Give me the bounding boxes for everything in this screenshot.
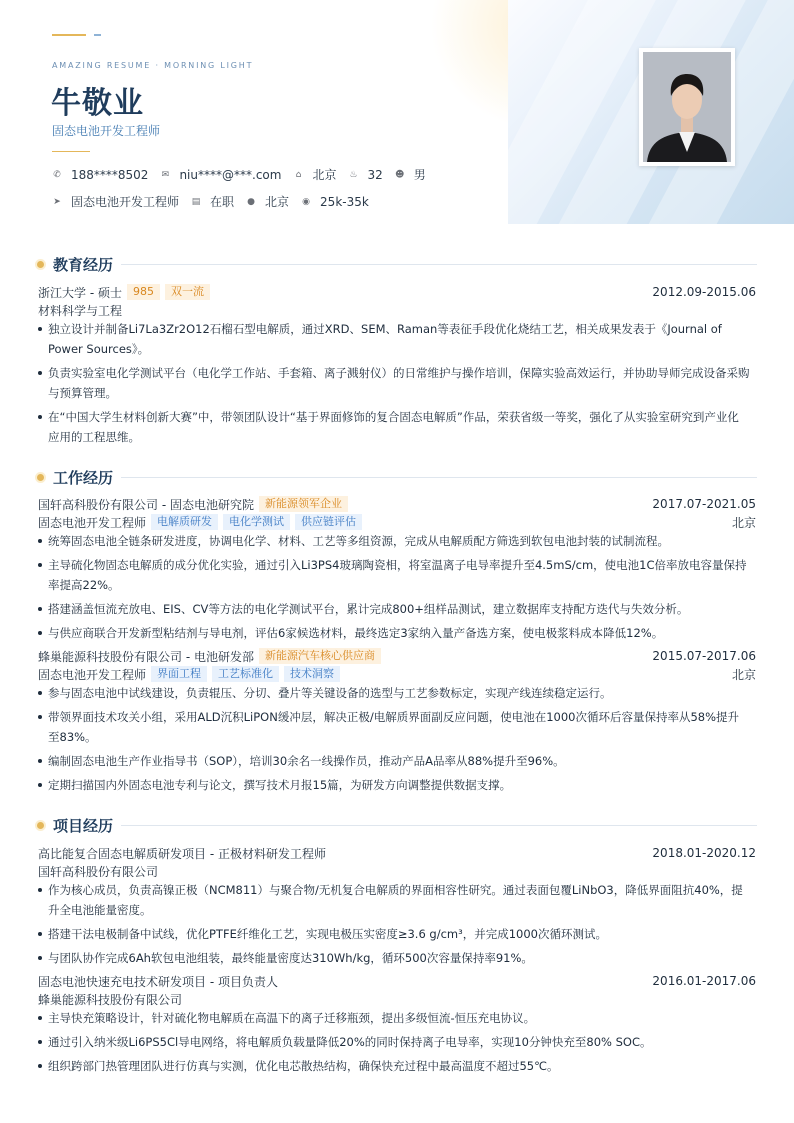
project-bullet: 通过引入纳米级Li6PS5Cl导电网络，将电解质负载量降低20%的同时保持离子电导率，实现10分钟快充至80% SOC。 (38, 1032, 750, 1052)
status-item: ▤ 在职 (191, 195, 235, 209)
job-bullet: 搭建涵盖恒流充放电、EIS、CV等方法的电化学测试平台，累计完成800+组样品测试，建立数据库支持配方迭代与失效分析。 (38, 599, 750, 619)
candidate-name: 牛敬业 (51, 86, 144, 121)
project-header (38, 844, 756, 862)
company-tag: 新能源领军企业 (259, 496, 348, 512)
education-tag: 985 (127, 284, 160, 300)
section-dot-icon (37, 822, 44, 829)
education-date: 2012.09-2015.06 (652, 285, 756, 299)
contact-row (52, 166, 438, 183)
skill-tag: 供应链评估 (295, 514, 362, 530)
job-header (38, 647, 756, 665)
profile-photo-frame (639, 48, 735, 166)
target-city-item: ● 北京 (247, 195, 290, 209)
email-item: ✉ niu****@***.com (161, 167, 282, 182)
job-header (38, 495, 756, 513)
job-bullet: 编制固态电池生产作业指导书（SOP），培训30余名一线操作员，推动产品A品率从88%提升至96%。 (38, 751, 750, 771)
job-date: 2017.07-2021.05 (652, 497, 756, 511)
project-name: 固态电池快速充电技术研发项目 - 项目负责人 (38, 974, 278, 989)
salary-item: ◉ 25k-35k (302, 194, 369, 209)
divider (52, 151, 90, 152)
section-rule (121, 264, 757, 265)
job-role: 固态电池开发工程师 (38, 667, 147, 682)
major: 材料科学与工程 (38, 303, 123, 318)
send-icon: ➤ (53, 196, 61, 207)
phone-icon: ✆ (53, 169, 61, 180)
gender-item: ☻ 男 (395, 168, 426, 182)
project-bullet: 与团队协作完成6Ah软包电池组装，最终能量密度达310Wh/kg，循环500次容量保持率91%。 (38, 948, 750, 968)
work-section-header (37, 467, 757, 488)
gender-icon: ☻ (395, 169, 405, 180)
company-name: 国轩高科股份有限公司 - 固态电池研究院 (38, 497, 254, 512)
section-dot-icon (37, 261, 44, 268)
job-bullet: 主导硫化物固态电解质的成分优化实验，通过引入Li3PS4玻璃陶瓷相，将室温离子电导率提升至4.5mS/cm，使电池1C倍率放电容量保持率提高22%。 (38, 555, 750, 595)
skill-tag: 界面工程 (151, 666, 207, 682)
skill-tag: 工艺标准化 (212, 666, 279, 682)
cake-icon: ♨ (349, 169, 358, 180)
job-city: 北京 (731, 515, 756, 530)
money-icon: ◉ (302, 196, 310, 207)
job-role: 固态电池开发工程师 (38, 515, 147, 530)
education-bullet: 负责实验室电化学测试平台（电化学工作站、手套箱、离子溅射仪）的日常维护与操作培训，保障实验高效运行，并协助导师完成设备采购与预算管理。 (38, 363, 750, 403)
location-icon: ● (247, 196, 255, 207)
major-row (38, 301, 756, 319)
target-job-item: ➤ 固态电池开发工程师 (53, 195, 180, 209)
section-dot-icon (37, 474, 44, 481)
project-bullet: 主导快充策略设计，针对硫化物电解质在高温下的离子迁移瓶颈，提出多级恒流-恒压充电协议。 (38, 1008, 750, 1028)
education-section-header (37, 254, 757, 275)
project-section-header (37, 815, 757, 836)
home-icon: ⌂ (295, 169, 302, 180)
phone-item: ✆ 188****8502 (53, 167, 149, 182)
section-title: 项目经历 (53, 817, 114, 835)
education-bullet: 在“中国大学生材料创新大赛”中，带领团队设计“基于界面修饰的复合固态电解质”作品，荣获省级一等奖，强化了从实验室研究到产业化应用的工程思维。 (38, 407, 750, 447)
job-bullet: 带领界面技术攻关小组，采用ALD沉积LiPON缓冲层，解决正极/电解质界面副反应问题，使电池在1000次循环后容量保持率从58%提升至83%。 (38, 707, 750, 747)
profile-photo (643, 52, 731, 162)
intent-row (52, 193, 381, 210)
company-name: 蜂巢能源科技股份有限公司 - 电池研发部 (38, 649, 254, 664)
briefcase-icon: ▤ (191, 196, 201, 207)
job-bullet: 与供应商联合开发新型粘结剂与导电剂，评估6家候选材料，最终选定3家纳入量产备选方案，使电极浆料成本降低12%。 (38, 623, 750, 643)
project-org-row (38, 862, 756, 880)
project-org: 蜂巢能源科技股份有限公司 (38, 992, 183, 1007)
project-org: 国轩高科股份有限公司 (38, 864, 159, 879)
education-row (38, 283, 756, 301)
project-date: 2016.01-2017.06 (652, 974, 756, 988)
section-rule (121, 477, 757, 478)
school-name: 浙江大学 - 硕士 (38, 285, 122, 300)
candidate-title: 固态电池开发工程师 (52, 124, 161, 138)
job-bullet: 定期扫描国内外固态电池专利与论文，撰写技术月报15篇，为研发方向调整提供数据支撑。 (38, 775, 750, 795)
mail-icon: ✉ (161, 169, 170, 180)
company-tag: 新能源汽车核心供应商 (259, 648, 381, 664)
project-bullet: 组织跨部门热管理团队进行仿真与实测，优化电芯散热结构，确保快充过程中最高温度不超过55℃。 (38, 1056, 750, 1076)
skill-tag: 技术洞察 (284, 666, 340, 682)
education-bullet: 独立设计并制备Li7La3Zr2O12石榴石型电解质，通过XRD、SEM、Raman等表征手段优化烧结工艺，相关成果发表于《Journal of Power Sources》。 (38, 319, 750, 359)
project-name: 高比能复合固态电解质研发项目 - 正极材料研发工程师 (38, 846, 326, 861)
job-city: 北京 (731, 667, 756, 682)
age-item: ♨ 32 (349, 167, 383, 182)
education-tag: 双一流 (165, 284, 210, 300)
section-rule (121, 825, 757, 826)
job-bullet: 参与固态电池中试线建设，负责辊压、分切、叠片等关键设备的选型与工艺参数标定，实现产线连续稳定运行。 (38, 683, 750, 703)
job-bullet: 统筹固态电池全链条研发进度，协调电化学、材料、工艺等多组资源，完成从电解质配方筛选到软包电池封装的试制流程。 (38, 531, 750, 551)
skill-tag: 电化学测试 (223, 514, 290, 530)
section-title: 工作经历 (53, 469, 114, 487)
job-role-row (38, 665, 756, 683)
city-item: ⌂ 北京 (293, 166, 336, 183)
project-header (38, 972, 756, 990)
section-title: 教育经历 (53, 256, 114, 274)
skill-tag: 电解质研发 (151, 514, 218, 530)
project-org-row (38, 990, 756, 1008)
project-date: 2018.01-2020.12 (652, 846, 756, 860)
job-date: 2015.07-2017.06 (652, 649, 756, 663)
project-bullet: 作为核心成员，负责高镍正极（NCM811）与聚合物/无机复合电解质的界面相容性研究。通过表面包覆LiNbO3，降低界面阻抗40%，提升全电池能量密度。 (38, 880, 750, 920)
project-bullet: 搭建干法电极制备中试线，优化PTFE纤维化工艺，实现电极压实密度≥3.6 g/cm³，并完成1000次循环测试。 (38, 924, 750, 944)
job-role-row (38, 513, 756, 531)
tagline: AMAZING RESUME · MORNING LIGHT (52, 61, 254, 70)
